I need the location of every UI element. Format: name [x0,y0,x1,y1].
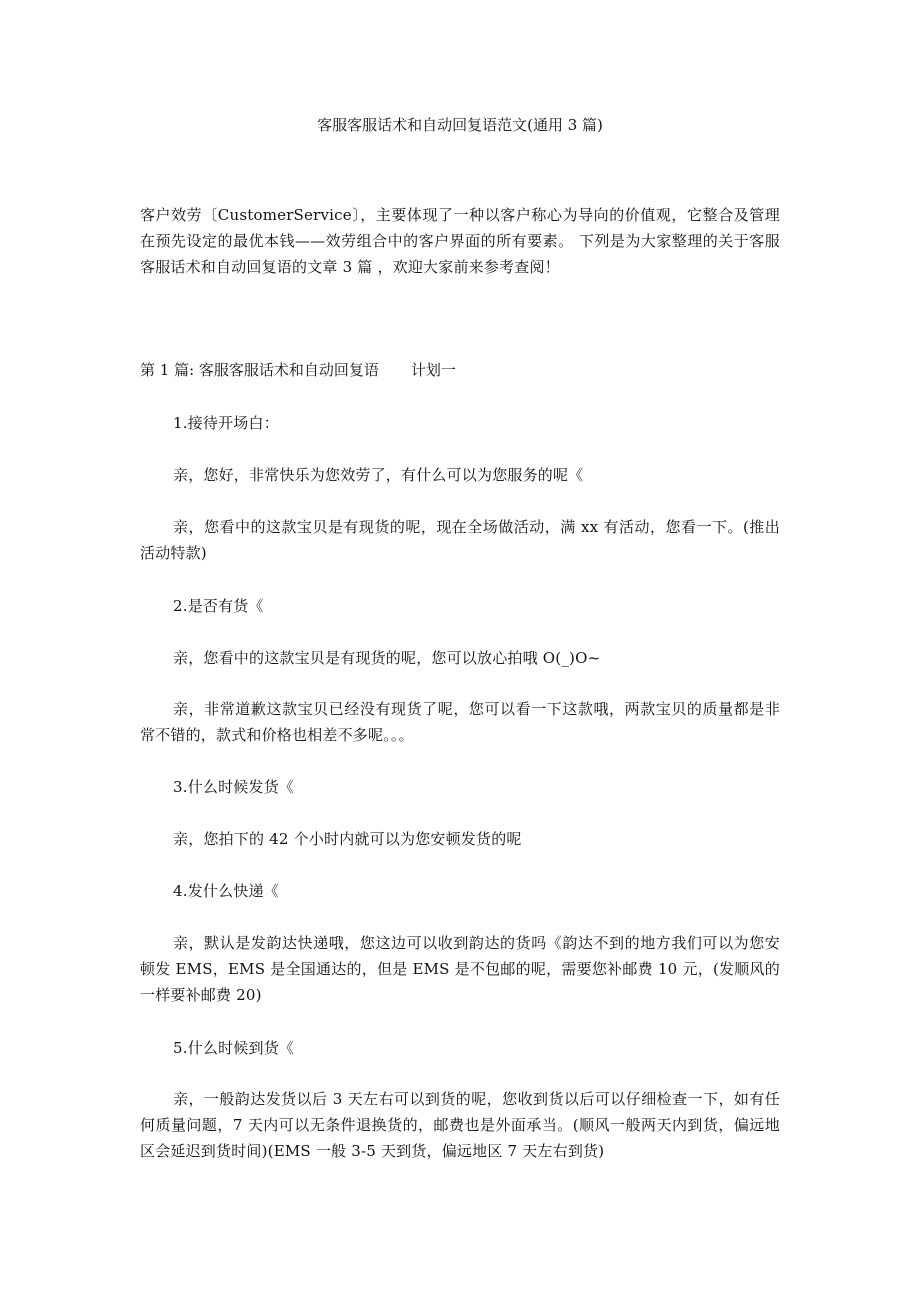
chapter-plan-label: 计划一 [410,361,456,379]
reply-paragraph: 亲，默认是发韵达快递哦，您这边可以收到韵达的货吗《韵达不到的地方我们可以为您安顿发 EMS，EMS 是全国通达的，但是 EMS 是不包邮的呢，需要您补邮费 10 元，(发顺风的一样要补邮费 20) [140,934,780,1004]
section-heading-1: 1.接待开场白： [173,414,279,432]
intro-paragraph: 客户效劳〔CustomerService〕，主要体现了一种以客户称心为导向的价值观，它整合及管理在预先设定的最优本钱——效劳组合中的客户界面的所有要素。 下列是为大家整理的关于客服客服话术和自动回复语的文章 3 篇 ，欢迎大家前来参考查阅！ [140,206,780,276]
document-title: 客服客服话术和自动回复语范文(通用 3 篇) [317,116,603,134]
reply-paragraph: 亲，您拍下的 42 个小时内就可以为您安顿发货的呢 [173,830,522,848]
reply-paragraph: 亲，您看中的这款宝贝是有现货的呢，现在全场做活动，满 xx 有活动，您看一下。(推出活动特款) [140,518,780,562]
section-heading-3: 3.什么时候发货《 [173,778,295,796]
chapter-heading [140,357,780,383]
section-heading-5: 5.什么时候到货《 [173,1039,295,1057]
reply-paragraph: 亲，非常道歉这款宝贝已经没有现货了呢，您可以看一下这款哦，两款宝贝的质量都是非常不错的，款式和价格也相差不多呢。。。 [140,700,780,744]
reply-paragraph: 亲，一般韵达发货以后 3 天左右可以到货的呢，您收到货以后可以仔细检查一下，如有任何质量问题，7 天内可以无条件退换货的，邮费也是外面承当。(顺风一般两天内到货，偏远地区会延迟到货时间)(EMS 一般 3-5 天到货，偏远地区 7 天左右到货) [140,1090,780,1160]
section-heading-4: 4.发什么快递《 [173,882,279,900]
reply-paragraph: 亲，您好，非常快乐为您效劳了，有什么可以为您服务的呢《 [173,466,584,484]
chapter-heading-text: 第 1 篇: 客服客服话术和自动回复语 [140,361,379,379]
reply-paragraph: 亲，您看中的这款宝贝是有现货的呢，您可以放心拍哦 O(_)O~ [173,649,601,667]
section-heading-2: 2.是否有货《 [173,597,264,615]
